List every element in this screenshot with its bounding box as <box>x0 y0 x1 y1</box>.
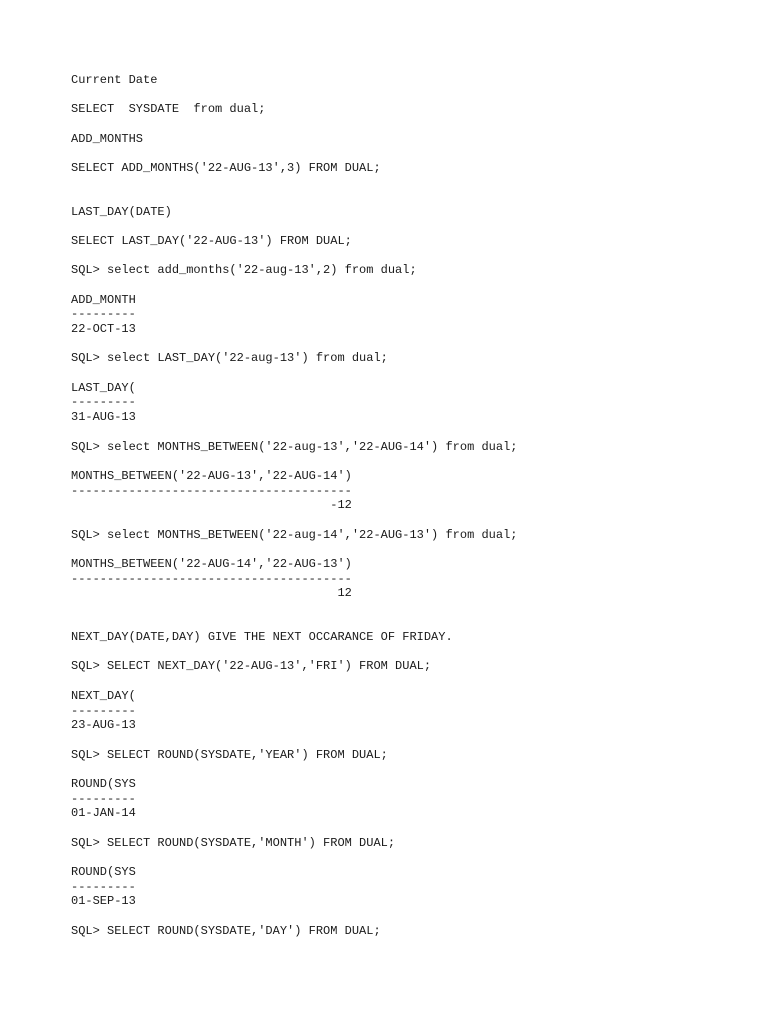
text-line: --------- <box>71 792 136 806</box>
text-line: ROUND(SYS <box>71 777 136 791</box>
text-line: 23-AUG-13 <box>71 718 136 732</box>
text-line: --------- <box>71 395 136 409</box>
text-line: LAST_DAY( <box>71 381 136 395</box>
text-line: MONTHS_BETWEEN('22-AUG-13','22-AUG-14') <box>71 469 352 483</box>
text-line: SQL> select MONTHS_BETWEEN('22-aug-13','22-AUG-14') from dual; <box>71 440 518 454</box>
text-line: 01-SEP-13 <box>71 894 136 908</box>
text-line: SQL> select LAST_DAY('22-aug-13') from dual; <box>71 351 388 365</box>
text-line: NEXT_DAY( <box>71 689 136 703</box>
text-line: SELECT LAST_DAY('22-AUG-13') FROM DUAL; <box>71 234 352 248</box>
text-line: NEXT_DAY(DATE,DAY) GIVE THE NEXT OCCARANCE OF FRIDAY. <box>71 630 453 644</box>
text-line: --------- <box>71 307 136 321</box>
text-line: ROUND(SYS <box>71 865 136 879</box>
text-line: 01-JAN-14 <box>71 806 136 820</box>
text-line: --------------------------------------- <box>71 484 352 498</box>
text-line: SQL> SELECT ROUND(SYSDATE,'MONTH') FROM DUAL; <box>71 836 396 850</box>
text-line: --------- <box>71 704 136 718</box>
text-line: LAST_DAY(DATE) <box>71 205 172 219</box>
text-line: 31-AUG-13 <box>71 410 136 424</box>
text-line: --------------------------------------- <box>71 572 352 586</box>
text-line: MONTHS_BETWEEN('22-AUG-14','22-AUG-13') <box>71 557 352 571</box>
text-line: 12 <box>71 586 352 600</box>
text-line: ADD_MONTHS <box>71 132 144 146</box>
text-line: SQL> SELECT NEXT_DAY('22-AUG-13','FRI') FROM DUAL; <box>71 659 432 673</box>
text-line: SQL> SELECT ROUND(SYSDATE,'DAY') FROM DUAL; <box>71 924 381 938</box>
text-line: -12 <box>71 498 352 512</box>
text-line: SQL> SELECT ROUND(SYSDATE,'YEAR') FROM DUAL; <box>71 748 388 762</box>
text-line: 22-OCT-13 <box>71 322 136 336</box>
text-line: ADD_MONTH <box>71 293 136 307</box>
text-line: Current Date <box>71 73 158 87</box>
text-line: SELECT SYSDATE from dual; <box>71 102 266 116</box>
text-line: SELECT ADD_MONTHS('22-AUG-13',3) FROM DUAL; <box>71 161 381 175</box>
text-line: --------- <box>71 880 136 894</box>
text-line: SQL> select add_months('22-aug-13',2) from dual; <box>71 263 417 277</box>
text-line: SQL> select MONTHS_BETWEEN('22-aug-14','22-AUG-13') from dual; <box>71 528 518 542</box>
